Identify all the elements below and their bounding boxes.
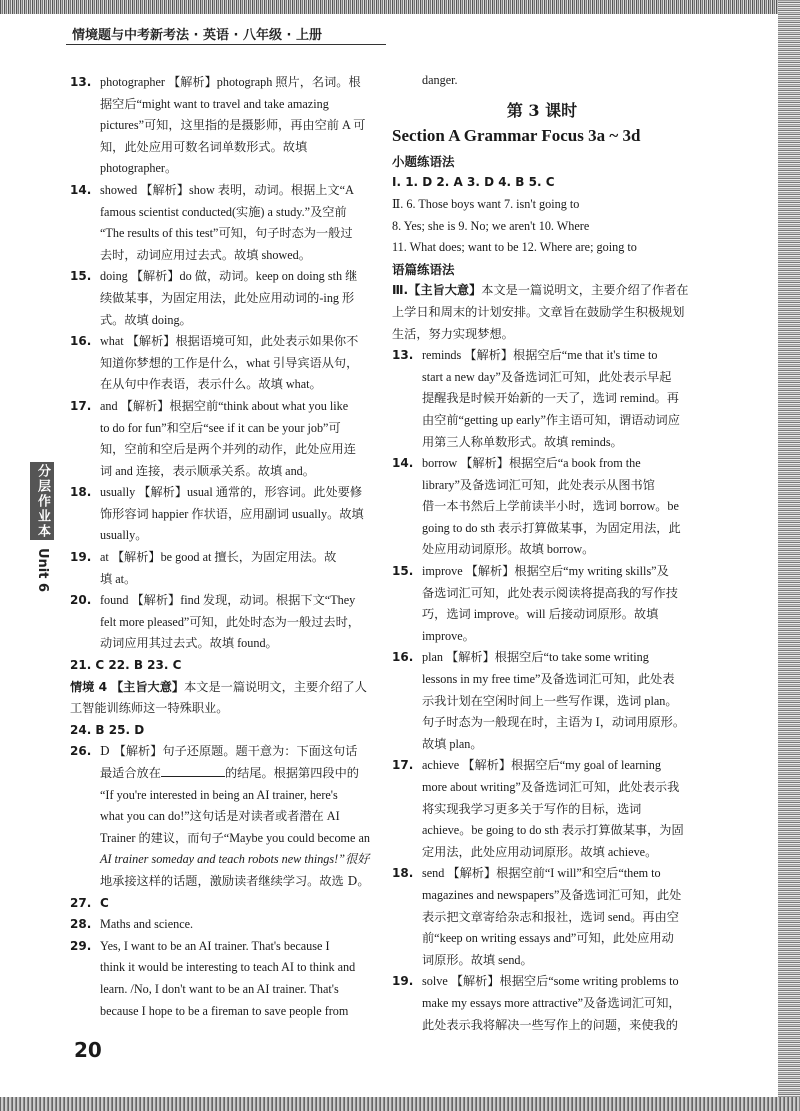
item-number: 14.: [70, 182, 92, 197]
answer-line: 据空后“might want to travel and take amazing: [100, 96, 329, 111]
blank-line: [161, 766, 225, 777]
item-number: 16.: [392, 650, 414, 665]
answer-line: showed 【解析】show 表明，动词。根据上文“A: [100, 182, 354, 197]
answer-line: 去时，动词应用过去式。故填 showed。: [100, 247, 311, 262]
item-number: 14.: [392, 456, 414, 471]
item-number: 13.: [392, 348, 414, 363]
answer-line: achieve。be going to do sth 表示打算做某事，为固: [422, 823, 684, 838]
answer-line: at 【解析】be good at 擅长，为固定用法。故: [100, 550, 337, 565]
answer-item-29: [70, 936, 374, 1022]
answer-line: 备选词汇可知，此处表示阅读将提高我的写作技: [422, 585, 678, 600]
answer-item: [392, 755, 692, 863]
subheading-passage-grammar: 语篇练语法: [392, 261, 455, 277]
answer-item: [70, 396, 374, 482]
continued-text: danger.: [422, 73, 458, 87]
fill-answers: 8. Yes; she is 9. No; we aren't 10. Where: [392, 218, 590, 233]
side-tab: 分层作业本: [30, 462, 54, 540]
answer-line: more about writing”及备选词汇可知，此处表示我: [422, 780, 680, 794]
answer-line: 借一本书然后上学前读半小时，选词 borrow。be: [422, 499, 679, 514]
item-number: 18.: [70, 485, 92, 500]
item-number: 27.: [70, 895, 92, 910]
scenario-4-label: 情境 4: [70, 679, 108, 694]
answer-line: 知，此处应用可数名词单数形式。故填: [100, 139, 308, 154]
answer-line: plan 【解析】根据空后“to take some writing: [422, 650, 649, 665]
top-border: [0, 0, 800, 14]
answer-line: make my essays more attractive”及备选词汇可知，: [422, 995, 681, 1010]
fill-answers: Ⅱ. 6. Those boys want 7. isn't going to: [392, 196, 580, 211]
answer-item: [392, 345, 692, 453]
answer-item: [70, 331, 374, 396]
answer-line: famous scientist conducted(实施) a study.”及空前: [100, 204, 347, 219]
item-number: 17.: [70, 398, 92, 413]
right-border: [778, 0, 800, 1111]
answer-line: 知，空前和空后是两个并列的动作，此处应用连: [100, 442, 356, 457]
scenario-4-text: 本文是一篇说明文，主要介绍了人工智能训练师这一特殊职业。: [70, 679, 367, 716]
answer-item-27: [70, 893, 374, 915]
answer-line: lessons in my free time”及备选词汇可知，此处表: [422, 672, 675, 687]
answer-line: 词原形。故填 send。: [422, 952, 533, 967]
page-number: 20: [74, 1038, 102, 1062]
passage-3-text: 本文是一篇说明文，主要介绍了作者在上学日和周末的计划安排。文章旨在鼓励学生积极规划生活，努力实现梦想。: [392, 283, 689, 341]
scenario-4-tag: 【主旨大意】: [110, 679, 185, 694]
answer-item-26: [70, 741, 374, 892]
answer-line: 由空前“getting up early”作主语可知，谓语动词应: [422, 412, 680, 427]
answer-line: felt more pleased”可知，此处时态为一般过去时，: [100, 614, 360, 629]
answer-line: 式。故填 doing。: [100, 312, 192, 327]
item-number: 19.: [70, 550, 92, 565]
answer-item: [70, 180, 374, 266]
answer-item: [392, 453, 692, 561]
answer-line: 续做某事，为固定用法，此处应用动词的-ing 形: [100, 290, 355, 305]
answer-line: and 【解析】根据空前“think about what you like: [100, 398, 349, 413]
answer-line: library”及备选词汇可知，此处表示从图书馆: [422, 477, 655, 492]
bottom-border: [0, 1097, 800, 1111]
answer-line: 知道你梦想的工作是什么，what 引导宾语从句，: [100, 355, 359, 370]
answer-line: usually。: [100, 528, 148, 543]
item-number: 13.: [70, 75, 92, 89]
answer-line: borrow 【解析】根据空后“a book from the: [422, 456, 641, 471]
answer-item: [70, 482, 374, 547]
item-number: 29.: [70, 938, 92, 953]
answer-line: 在从句中作表语，表示什么。故填 what。: [100, 377, 322, 392]
item-number: 20.: [70, 593, 92, 608]
answer-line: think it would be interesting to teach AI to think and: [100, 960, 356, 975]
lesson-title: 第 3 课时: [506, 100, 578, 120]
answer-line: what 【解析】根据语境可知，此处表示如果你不: [100, 334, 359, 349]
section-title: Section A Grammar Focus 3a ~ 3d: [392, 126, 641, 146]
answer-line: reminds 【解析】根据空后“me that it's time to: [422, 348, 658, 363]
answer-line: improve 【解析】根据空后“my writing skills”及: [422, 564, 669, 579]
item-number: 26.: [70, 744, 92, 759]
answer-line: Yes, I want to be an AI trainer. That's because I: [100, 938, 330, 953]
answer-line: 表示把文章寄给杂志和报社，选词 send。再由空: [422, 909, 679, 924]
answer-line: photographer 【解析】photograph 照片，名词。根: [100, 75, 361, 89]
passage-3-intro: [392, 280, 692, 345]
answer-line: solve 【解析】根据空后“some writing problems to: [422, 974, 679, 989]
answer-line: 示我计划在空闲时间上一些写作课，选词 plan。: [422, 693, 678, 708]
answer-line: [100, 763, 374, 785]
answer-line: 巧，选词 improve。will 后接动词原形。故填: [422, 607, 659, 622]
item-number: 19.: [392, 974, 414, 989]
page-header: 情境题与中考新考法 · 英语 · 八年级 · 上册: [72, 28, 322, 43]
answer-line: 故填 plan。: [422, 736, 483, 751]
answer-item: [392, 647, 692, 755]
answer-line: 填 at。: [100, 571, 137, 586]
answer-line: 定用法，此处应用动词原形。故填 achieve。: [422, 844, 658, 859]
answer-item: [392, 561, 692, 647]
answer-line: what you can do!”这句话是对读者或者潜在 AI: [100, 809, 340, 824]
mc-answers-1-5: Ⅰ. 1. D 2. A 3. D 4. B 5. C: [392, 175, 555, 190]
answer-line: because I hope to be a fireman to save people from: [100, 1003, 349, 1018]
answer-line: improve。: [422, 628, 475, 643]
answer-line: achieve 【解析】根据空后“my goal of learning: [422, 758, 661, 773]
item-number: 16.: [70, 334, 92, 349]
unit-label: Unit 6: [35, 548, 50, 593]
answer-line: 词 and 连接，表示顺承关系。故填 and。: [100, 463, 315, 478]
answer-line: 处应用动词原形。故填 borrow。: [422, 542, 595, 557]
answer-line: Trainer 的建议，而句子“Maybe you could become an: [100, 830, 370, 845]
passage-3-label: Ⅲ.: [392, 283, 409, 298]
answer-line: D 【解析】句子还原题。题干意为：下面这句话: [100, 744, 358, 759]
item-number: 18.: [392, 866, 414, 881]
answer-line: 提醒我是时候开始新的一天了，选词 remind。再: [422, 391, 679, 406]
answer-text: 的结尾。根据第四段中的: [224, 766, 359, 780]
passage-3-tag: 【主旨大意】: [408, 283, 482, 298]
answer-line: doing 【解析】do 做，动词。keep on doing sth 继: [100, 269, 358, 284]
header-rule: [66, 44, 386, 45]
subheading-grammar-drills: 小题练语法: [392, 153, 455, 169]
answer-line: 前“keep on writing essays and”可知，此处应用动: [422, 931, 674, 946]
answer-line: learn. /No, I don't want to be an AI trainer. That's: [100, 981, 339, 996]
answer-line: to do for fun”和空后“see if it can be your job”可: [100, 420, 341, 435]
answer-line: AI trainer someday and teach robots new things!”很好: [100, 852, 370, 867]
answer-line: photographer。: [100, 161, 178, 176]
answer-line: 地承接这样的话题，激励读者继续学习。故选 D。: [100, 873, 370, 888]
answer-line: pictures”可知，这里指的是摄影师，再由空前 A 可: [100, 118, 366, 133]
answer-item: [70, 590, 374, 655]
answer-item: [70, 72, 374, 180]
item-number: 15.: [70, 269, 92, 284]
answer-text: 最适合放在: [100, 766, 161, 780]
answer-line: Maths and science.: [100, 917, 194, 932]
answer-item: [392, 971, 692, 1036]
answer-item: [392, 863, 692, 971]
answer-item-28: [70, 914, 374, 936]
answer-line: 此处表示我将解决一些写作上的问题，来使我的: [422, 1017, 678, 1032]
answer-line: going to do sth 表示打算做某事，为固定用法，此: [422, 520, 681, 535]
answer-line: send 【解析】根据空前“I will”和空后“them to: [422, 866, 661, 881]
item-number: 28.: [70, 917, 92, 932]
answer-line: 饰形容词 happier 作状语，应用副词 usually。故填: [100, 506, 364, 521]
answer-item: [70, 547, 374, 590]
answer-line: “If you're interested in being an AI trainer, here's: [100, 787, 338, 802]
answer-line: start a new day”及备选词汇可知，此处表示早起: [422, 369, 672, 384]
fill-answers: 11. What does; want to be 12. Where are; going to: [392, 240, 637, 255]
right-column: [392, 72, 692, 1036]
answer-line: found 【解析】find 发现，动词。根据下文“They: [100, 593, 356, 608]
answer-line: C: [100, 895, 109, 910]
left-column: [70, 72, 374, 1022]
answer-line: 用第三人称单数形式。故填 reminds。: [422, 434, 623, 449]
answer-line: 句子时态为一般现在时，主语为 I，动词用原形。: [422, 715, 686, 730]
item-number: 17.: [392, 758, 414, 773]
mc-answers-21-23: 21. C 22. B 23. C: [70, 658, 182, 673]
mc-answers-24-25: 24. B 25. D: [70, 722, 145, 737]
item-number: 15.: [392, 564, 414, 579]
answer-line: “The results of this test”可知，句子时态为一般过: [100, 226, 353, 241]
answer-line: 动词应用其过去式。故填 found。: [100, 636, 278, 651]
answer-line: magazines and newspapers”及备选词汇可知，此处: [422, 887, 682, 902]
scenario-4-intro: [70, 677, 374, 720]
answer-item: [70, 266, 374, 331]
answer-line: usually 【解析】usual 通常的，形容词。此处要修: [100, 485, 363, 500]
answer-line: 将实现我学习更多关于写作的目标，选词: [422, 801, 642, 816]
